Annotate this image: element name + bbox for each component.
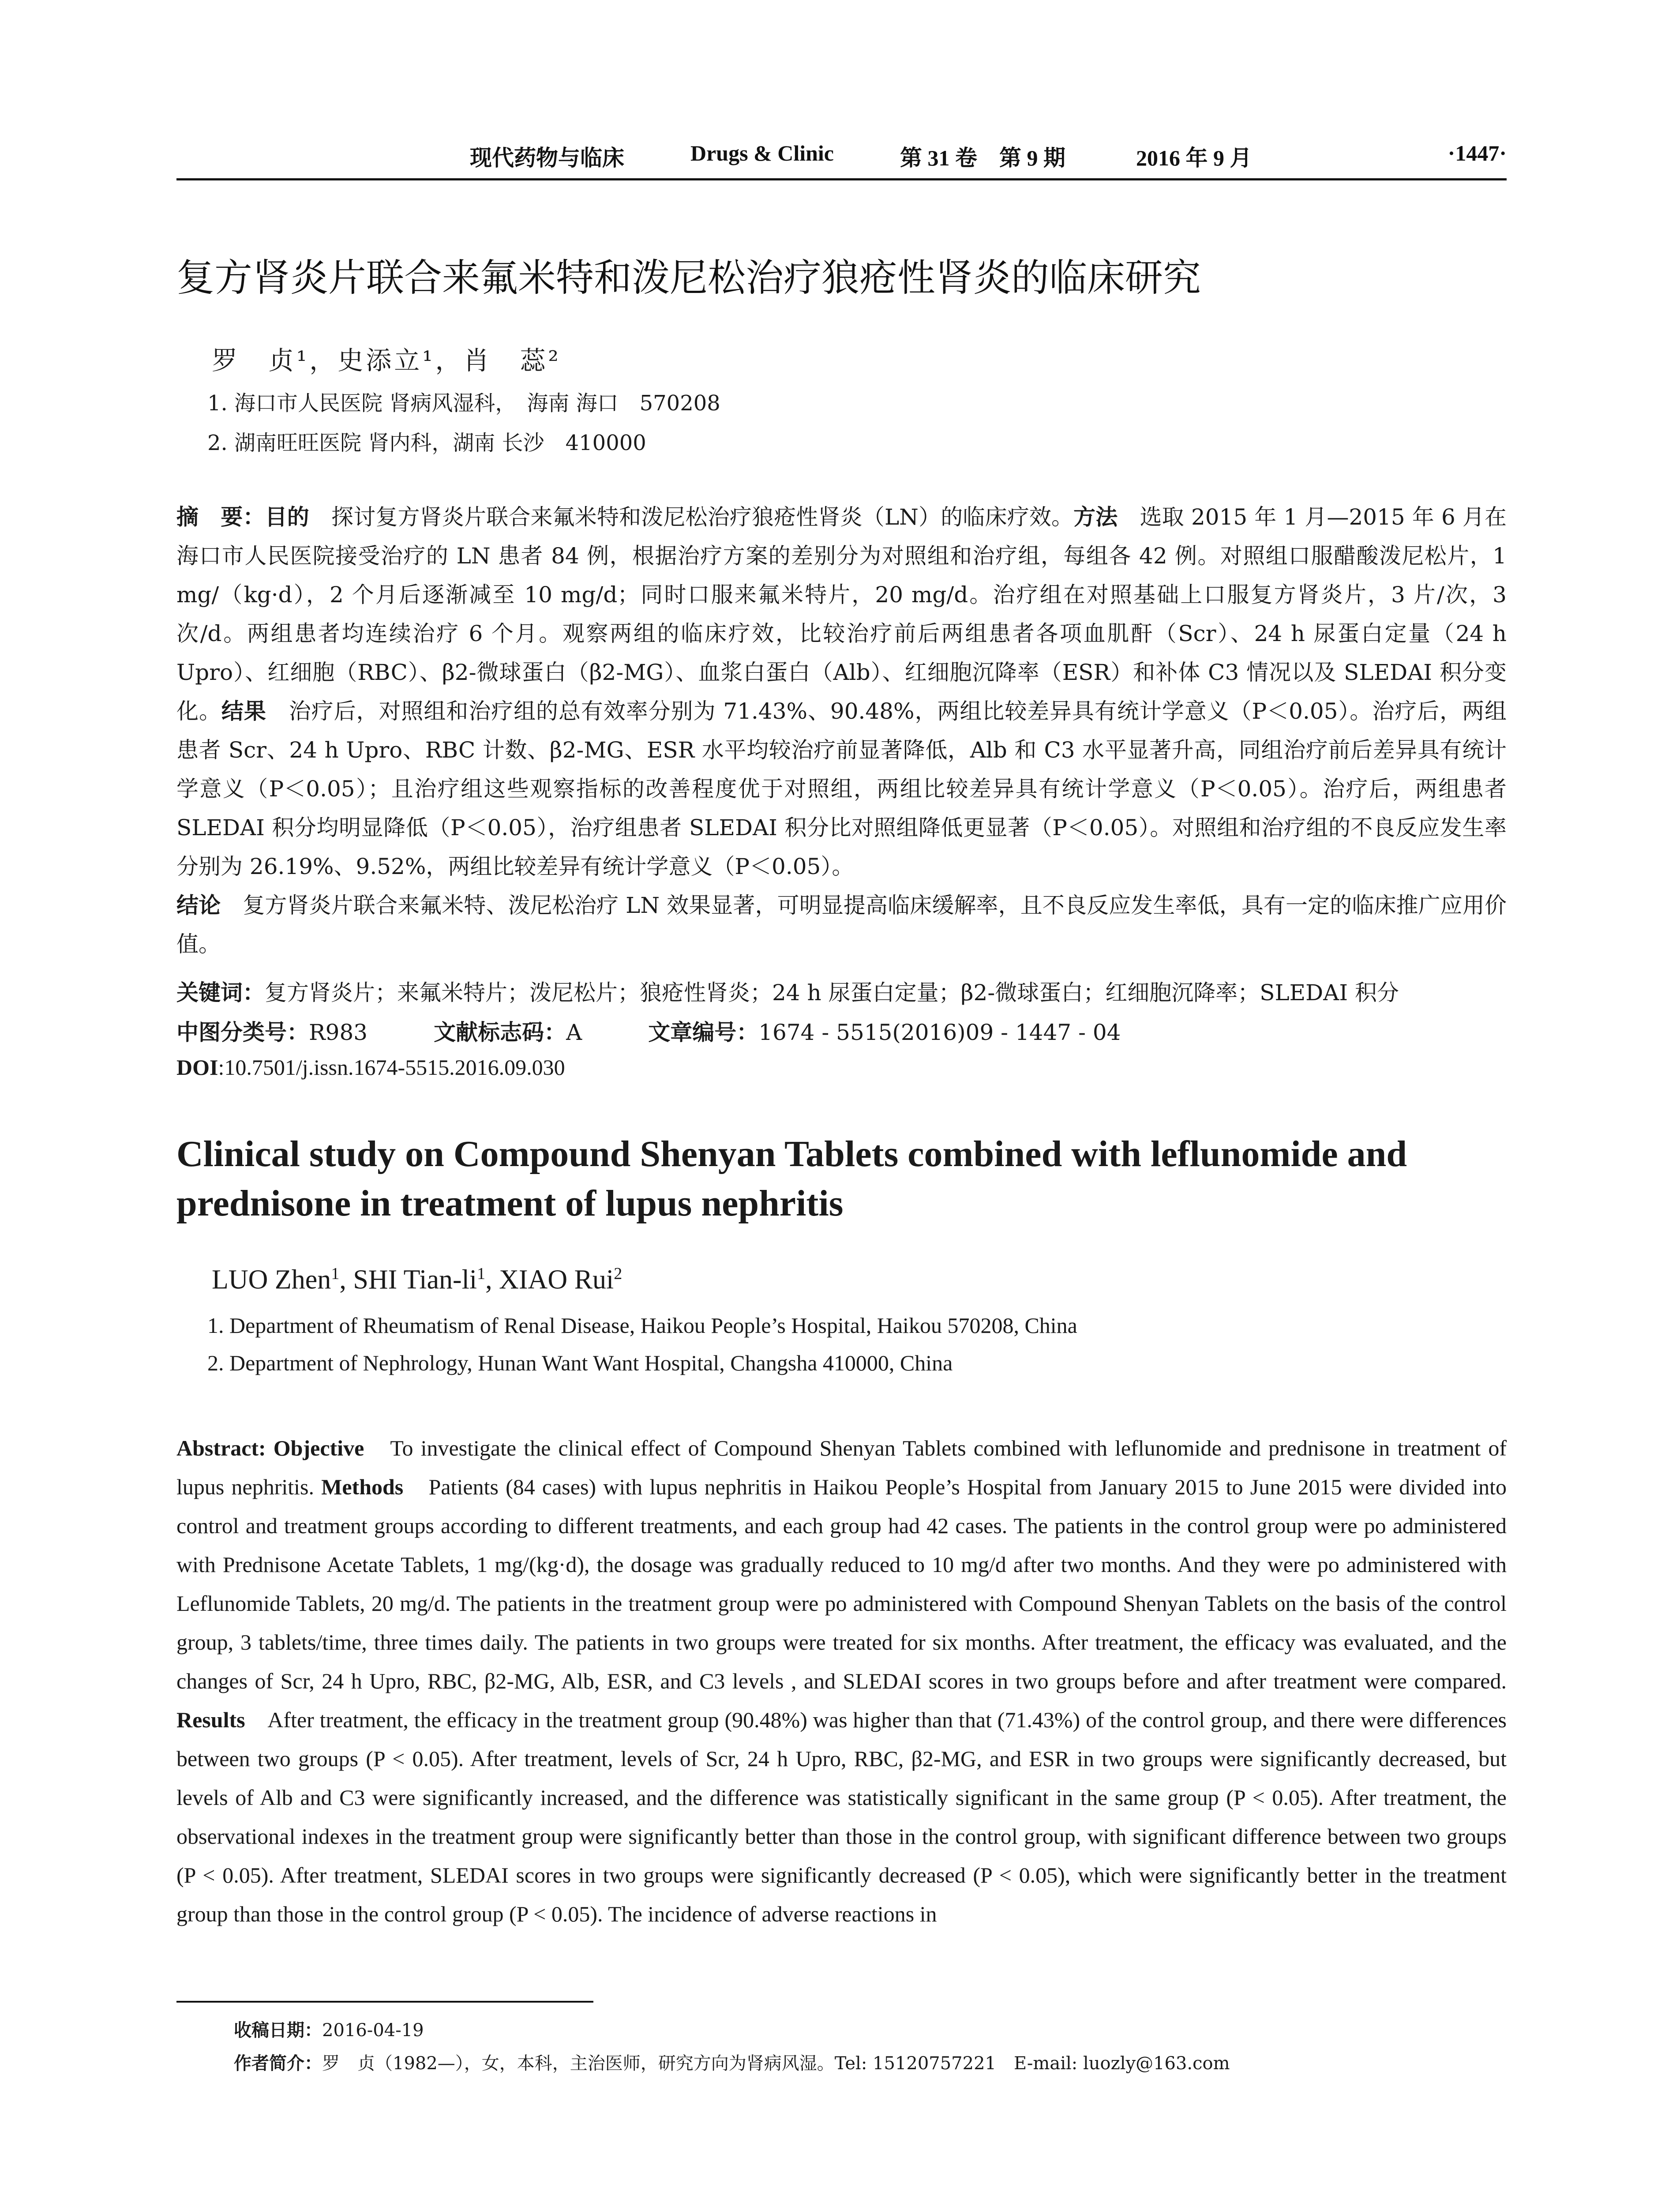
author-1-affiliation-mark: 1 <box>331 1264 340 1283</box>
page-number: ·1447· <box>1448 141 1507 165</box>
results-text-cn: 治疗后，对照组和治疗组的总有效率分别为 71.43%、90.48%，两组比较差异具有统计学意义（P＜0.05）。治疗后，两组患者 Scr、24 h Upro、RBC 计数、β2-MG、ESR 水平均较治疗前显著降低，Alb 和 C3 水平显著升高，同组治疗前后差异具有统计学意义（P＜0.05）；且治疗组这些观察指标的改善程度优于对照组，两组比较差异具有统计学意义（P＜0.05）。治疗后，两组患者 SLEDAI 积分均明显降低（P＜0.05），治疗组患者 SLEDAI 积分比对照组降低更显著（P＜0.05）。对照组和治疗组的不良反应发生率分别为 26.19%、9.52%，两组比较差异有统计学意义（P＜0.05）。 <box>176 698 1507 879</box>
author-3: , XIAO Rui <box>485 1264 614 1295</box>
journal-name-cn: 现代药物与临床 <box>470 146 624 170</box>
running-header <box>176 140 1507 177</box>
methods-text-en: Patients (84 cases) with lupus nephritis in Haikou People’s Hospital from January 2015 to June 2015 were divided into control and treatment groups according to different treatments, and each group had 42 cases. The patients in the control group were po administered with Prednisone Acetate Tablets, 1 mg/(kg·d), the dosage was gradually reduced to 10 mg/d after two months. And they were po administered with Leflunomide Tablets, 20 mg/d. The patients in the treatment group were po administered with Compound Shenyan Tablets on the basis of the control group, 3 tablets/time, three times daily. The patients in two groups were treated for six months. After treatment, the efficacy was evaluated, and the changes of Scr, 24 h Upro, RBC, β2-MG, Alb, ESR, and C3 levels , and SLEDAI scores in two groups before and after treatment were compared. <box>176 1474 1507 1693</box>
doi-label: DOI <box>176 1055 218 1080</box>
article-no-label: 文章编号： <box>648 1020 759 1045</box>
objective-label-cn: 目的 <box>265 504 309 530</box>
keywords-label: 关键词： <box>176 980 265 1005</box>
affiliation-cn-2: 2. 湖南旺旺医院 肾内科，湖南 长沙 410000 <box>207 431 646 455</box>
journal-name-en: Drugs & Clinic <box>690 141 834 165</box>
author-2-affiliation-mark: 1 <box>477 1264 486 1283</box>
issue-date: 2016 年 9 月 <box>1136 146 1252 170</box>
results-text-en: After treatment, the efficacy in the treatment group (90.48%) was higher than that (71.43%) of the control group, and there were differences between two groups (P < 0.05). After treatment, levels of Scr, 24 h Upro, RBC, β2-MG, and ESR in two groups were significantly decreased, but levels of Alb and C3 were significantly increased, and the difference was statistically significant in the same group (P < 0.05). After treatment, the observational indexes in the treatment group were significantly better than those in the control group, with significant difference between two groups (P < 0.05). After treatment, SLEDAI scores in two groups were significantly decreased (P < 0.05), which were significantly better in the treatment group than those in the control group (P < 0.05). The incidence of adverse reactions in <box>176 1707 1507 1926</box>
author-bio-label: 作者简介： <box>234 2053 322 2074</box>
doi-link[interactable]: :10.7501/j.issn.1674-5515.2016.09.030 <box>218 1055 565 1080</box>
methods-label-cn: 方法 <box>1073 504 1118 530</box>
authors-en <box>212 1264 622 1296</box>
results-label-cn: 结果 <box>221 698 266 724</box>
header-rule <box>176 178 1507 180</box>
results-label-en: Results <box>176 1707 245 1732</box>
footnote-rule <box>176 2001 593 2003</box>
article-no-value: 1674 - 5515(2016)09 - 1447 - 04 <box>758 1020 1121 1045</box>
received-label: 收稿日期： <box>234 2020 322 2041</box>
methods-label-en: Methods <box>321 1474 404 1499</box>
keywords-text: 复方肾炎片；来氟米特片；泼尼松片；狼疮性肾炎；24 h 尿蛋白定量；β2-微球蛋白；红细胞沉降率；SLEDAI 积分 <box>265 980 1399 1005</box>
abstract-label-cn: 摘 要： <box>176 504 265 530</box>
volume-issue: 第 31 卷 第 9 期 <box>900 146 1065 170</box>
author-1: LUO Zhen <box>212 1264 331 1295</box>
author-3-affiliation-mark: 2 <box>614 1264 622 1283</box>
clc-label: 中图分类号： <box>176 1020 309 1045</box>
classification-line <box>176 1015 1507 1047</box>
objective-text-en: To investigate the clinical effect of Compound Shenyan Tablets combined with leflunomide and prednisone in treatment of lupus nephritis. <box>176 1436 1507 1499</box>
methods-text-cn: 选取 2015 年 1 月—2015 年 6 月在海口市人民医院接受治疗的 LN 患者 84 例，根据治疗方案的差别分为对照组和治疗组，每组各 42 例。对照组口服醋酸泼尼松片，1 mg/（kg·d），2 个月后逐渐减至 10 mg/d；同时口服来氟米特片，20 mg/d。治疗组在对照基础上口服复方肾炎片，3 片/次，3 次/d。两组患者均连续治疗 6 个月。观察两组的临床疗效，比较治疗前后两组患者各项血肌酐（Scr）、24 h 尿蛋白定量（24 h Upro）、红细胞（RBC）、β2-微球蛋白（β2-MG）、血浆白蛋白（Alb）、红细胞沉降率（ESR）和补体 C3 情况以及 SLEDAI 积分变化。 <box>176 504 1507 724</box>
doc-code-label: 文献标志码： <box>434 1020 566 1045</box>
article-title-en: Clinical study on Compound Shenyan Tablets combined with leflunomide and prednisone in treatment of lupus nephritis <box>176 1133 1407 1224</box>
conclusion-label-cn: 结论 <box>176 893 221 918</box>
doi-line <box>176 1054 1507 1080</box>
doc-code-value: A <box>566 1020 582 1045</box>
received-date-note <box>234 2016 424 2041</box>
abstract-cn <box>176 498 1507 964</box>
objective-text-cn: 探讨复方肾炎片联合来氟米特和泼尼松治疗狼疮性肾炎（LN）的临床疗效。 <box>309 504 1074 530</box>
author-bio-note <box>234 2049 1230 2075</box>
keywords-cn <box>176 975 1507 1007</box>
abstract-objective-label-en: Abstract: Objective <box>176 1436 364 1460</box>
affiliation-cn-1: 1. 海口市人民医院 肾病风湿科， 海南 海口 570208 <box>207 391 720 416</box>
affiliation-en-2: 2. Department of Nephrology, Hunan Want Want Hospital, Changsha 410000, China <box>207 1351 953 1375</box>
received-value: 2016-04-19 <box>322 2020 424 2041</box>
abstract-en <box>176 1429 1507 1933</box>
article-title-cn: 复方肾炎片联合来氟米特和泼尼松治疗狼疮性肾炎的临床研究 <box>176 256 1201 300</box>
affiliation-en-1: 1. Department of Rheumatism of Renal Disease, Haikou People’s Hospital, Haikou 570208, China <box>207 1313 1077 1338</box>
authors-cn: 罗 贞¹，史添立¹，肖 蕊² <box>212 345 561 375</box>
conclusion-text-cn: 复方肾炎片联合来氟米特、泼尼松治疗 LN 效果显著，可明显提高临床缓解率，且不良反应发生率低，具有一定的临床推广应用价值。 <box>176 893 1507 957</box>
clc-value: R983 <box>309 1020 368 1045</box>
author-2: , SHI Tian-li <box>339 1264 477 1295</box>
author-bio-text: 罗 贞（1982—），女，本科，主治医师，研究方向为肾病风湿。Tel: 15120757221 E-mail: luozly@163.com <box>322 2053 1230 2074</box>
